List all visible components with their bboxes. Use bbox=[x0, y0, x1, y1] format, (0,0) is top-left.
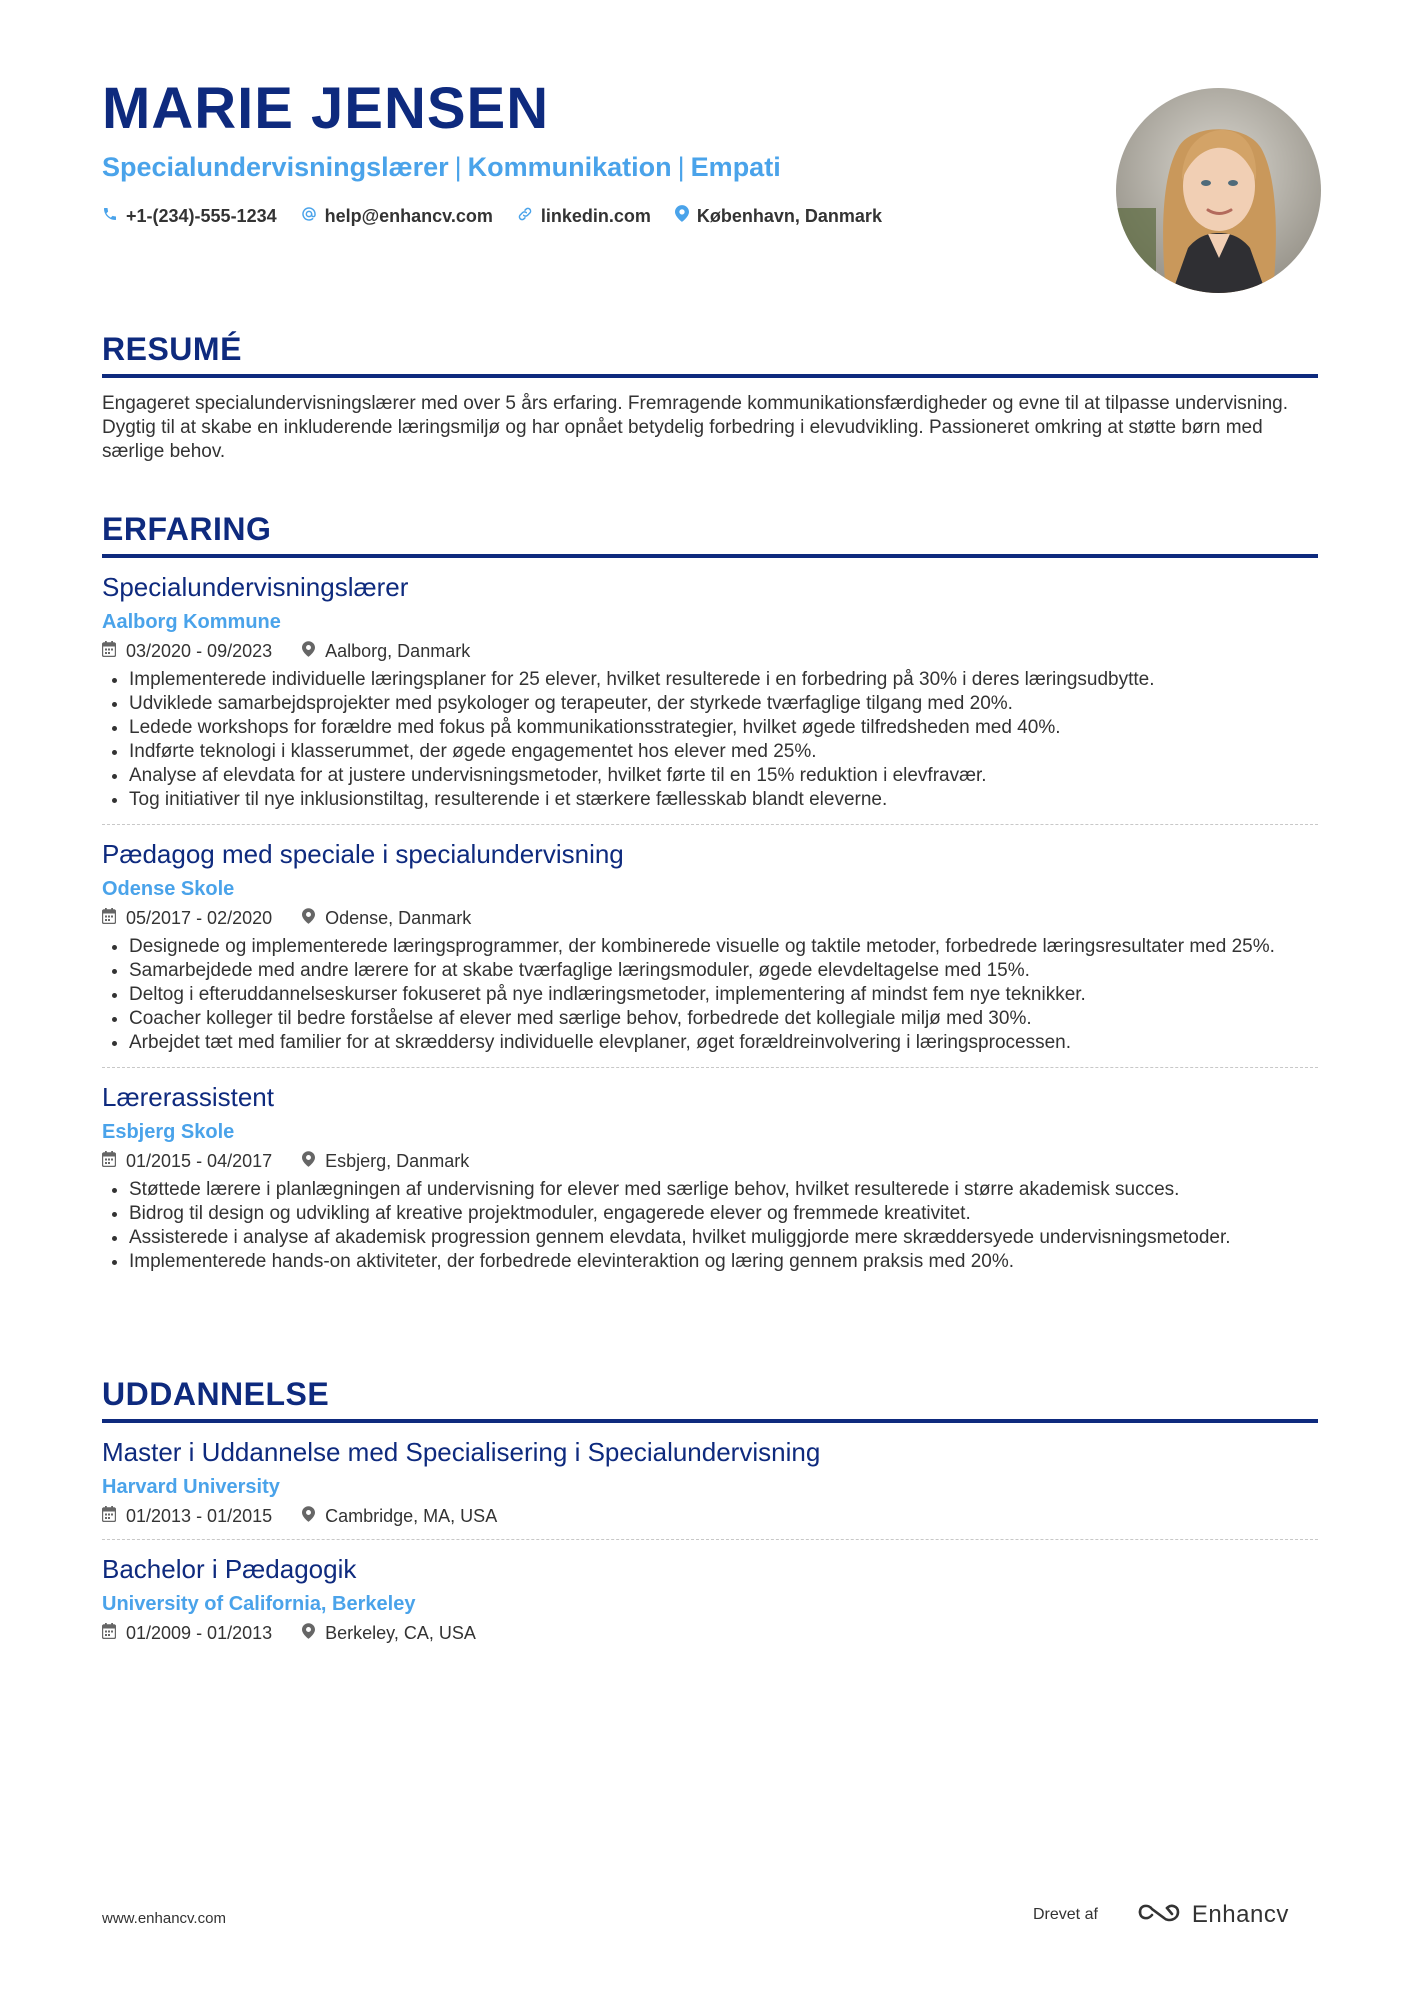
job-title: Lærerassistent bbox=[102, 1082, 274, 1113]
job-dates: 01/2015 - 04/2017 bbox=[126, 1151, 273, 1172]
list-item: • Ledede workshops for forældre med fokus på kommunikationsstrategier, hvilket øgede tilfredsheden med 40%. bbox=[129, 716, 1318, 740]
education-dates: 01/2009 - 01/2013 bbox=[126, 1623, 273, 1644]
map-pin-icon bbox=[302, 907, 325, 929]
list-item: • Arbejdet tæt med familier for at skræddersy individuelle elevplaner, øget forældreinvolvering i læringsprocessen. bbox=[129, 1031, 1318, 1055]
headline-part: Specialundervisningslærer bbox=[102, 152, 449, 182]
education-location: Berkeley, CA, USA bbox=[325, 1623, 476, 1644]
job-title: Specialundervisningslærer bbox=[102, 572, 409, 603]
section-title-summary: RESUMÉ bbox=[102, 330, 1318, 378]
experience-entry bbox=[102, 825, 1318, 1068]
list-item: • Samarbejdede med andre lærere for at skabe tværfaglige læringsmoduler, øgede elevdeltagelse med 15%. bbox=[129, 959, 1318, 983]
profile-photo bbox=[1116, 88, 1321, 293]
location-text: København, Danmark bbox=[696, 205, 882, 226]
education-location: Cambridge, MA, USA bbox=[325, 1506, 498, 1527]
list-item: • Støttede lærere i planlægningen af undervisning for elever med særlige behov, hvilket resulterede i større akademisk succes. bbox=[129, 1178, 1318, 1202]
link-icon bbox=[517, 206, 541, 227]
footer-website[interactable]: www.enhancv.com bbox=[102, 1910, 226, 1927]
list-item: • Analyse af elevdata for at justere undervisningsmetoder, hvilket førte til en 15% reduktion i elevfravær. bbox=[129, 764, 1318, 788]
degree-title: Master i Uddannelse med Specialisering i Specialundervisning bbox=[102, 1437, 821, 1468]
education-entry bbox=[102, 1540, 1318, 1644]
list-item: • Implementerede individuelle læringsplaner for 25 elever, hvilket resulterede i en forbedring på 30% i deres læringsudbytte. bbox=[129, 668, 1318, 692]
calendar-icon bbox=[102, 1505, 126, 1527]
contact-email[interactable] bbox=[301, 206, 493, 227]
calendar-icon bbox=[102, 640, 126, 662]
linkedin-link: linkedin.com bbox=[540, 205, 651, 226]
calendar-icon bbox=[102, 1622, 126, 1644]
footer-branding bbox=[1033, 1900, 1289, 1929]
enhancv-brand-name: Enhancv bbox=[1191, 1900, 1289, 1928]
calendar-icon bbox=[102, 1150, 126, 1172]
list-item: • Bidrog til design og udvikling af kreative projektmoduler, engagerede elever og fremmede kreativitet. bbox=[129, 1202, 1318, 1226]
job-meta bbox=[102, 640, 1318, 662]
phone-icon bbox=[102, 206, 126, 227]
section-title-experience: ERFARING bbox=[102, 510, 1318, 558]
contact-linkedin[interactable] bbox=[517, 206, 651, 227]
list-item: • Indførte teknologi i klasserummet, der øgede engagementet hos elever med 25%. bbox=[129, 740, 1318, 764]
headline-part: Empati bbox=[690, 152, 781, 182]
list-item: • Implementerede hands-on aktiviteter, der forbedrede elevinteraktion og læring gennem praksis med 20%. bbox=[129, 1250, 1318, 1274]
job-location: Aalborg, Danmark bbox=[325, 641, 471, 662]
degree-title: Bachelor i Pædagogik bbox=[102, 1554, 357, 1585]
education-section bbox=[102, 1375, 1318, 1644]
experience-entry bbox=[102, 1068, 1318, 1274]
list-item: • Deltog i efteruddannelseskurser fokuseret på nye indlæringsmetoder, implementering af mindst fem nye teknikker. bbox=[129, 983, 1318, 1007]
map-pin-icon bbox=[302, 1505, 325, 1527]
school-name: University of California, Berkeley bbox=[102, 1593, 416, 1616]
contact-location bbox=[675, 205, 882, 227]
summary-text: Engageret specialundervisningslærer med over 5 års erfaring. Fremragende kommunikationsfærdigheder og evne til at tilpasse undervisning. Dygtig til at skabe en inkluderende læringsmiljø og har opnået betydelig forbedring i elevudvikling. Passioneret omkring at støtte børn med særlige behov. bbox=[102, 393, 1289, 463]
experience-entry bbox=[102, 558, 1318, 825]
powered-by-text: Drevet af bbox=[1033, 1905, 1098, 1923]
job-bullets bbox=[102, 668, 1318, 812]
map-pin-icon bbox=[302, 1150, 325, 1172]
map-pin-icon bbox=[675, 205, 697, 227]
headline-separator: | bbox=[454, 152, 462, 182]
job-meta bbox=[102, 907, 1318, 929]
list-item: • Udviklede samarbejdsprojekter med psykologer og terapeuter, der styrkede tværfaglige tilgang med 20%. bbox=[129, 692, 1318, 716]
section-title-education: UDDANNELSE bbox=[102, 1375, 1318, 1423]
job-location: Odense, Danmark bbox=[325, 908, 472, 929]
company-name: Aalborg Kommune bbox=[102, 611, 281, 634]
enhancv-logo-icon bbox=[1136, 1900, 1182, 1929]
education-dates: 01/2013 - 01/2015 bbox=[126, 1506, 273, 1527]
headline-part: Kommunikation bbox=[467, 152, 672, 182]
school-name: Harvard University bbox=[102, 1476, 280, 1499]
job-title: Pædagog med speciale i specialundervisning bbox=[102, 839, 624, 870]
map-pin-icon bbox=[302, 640, 325, 662]
experience-section bbox=[102, 510, 1318, 1274]
job-bullets bbox=[102, 1178, 1318, 1274]
list-item: • Designede og implementerede læringsprogrammer, der kombinerede visuelle og taktile metoder, forbedrede læringsresultater med 25%. bbox=[129, 935, 1318, 959]
phone-number: +1-(234)-555-1234 bbox=[126, 205, 277, 226]
resume-header bbox=[102, 0, 1318, 300]
list-item: • Tog initiativer til nye inklusionstiltag, resulterende i et stærkere fællesskab blandt eleverne. bbox=[129, 788, 1318, 812]
education-entry bbox=[102, 1423, 1318, 1540]
candidate-name: MARIE JENSEN bbox=[102, 76, 550, 141]
company-name: Esbjerg Skole bbox=[102, 1121, 235, 1144]
contact-info bbox=[102, 205, 906, 227]
job-location: Esbjerg, Danmark bbox=[325, 1151, 470, 1172]
company-name: Odense Skole bbox=[102, 878, 235, 901]
job-dates: 05/2017 - 02/2020 bbox=[126, 908, 273, 929]
map-pin-icon bbox=[302, 1622, 325, 1644]
at-icon bbox=[301, 206, 325, 227]
list-item: • Assisterede i analyse af akademisk progression gennem elevdata, hvilket muliggjorde mere skræddersyede undervisningsmetoder. bbox=[129, 1226, 1318, 1250]
contact-phone[interactable] bbox=[102, 206, 277, 227]
job-dates: 03/2020 - 09/2023 bbox=[126, 641, 273, 662]
job-bullets bbox=[102, 935, 1318, 1055]
email-address: help@enhancv.com bbox=[324, 205, 493, 226]
headline bbox=[102, 152, 781, 183]
headline-separator: | bbox=[677, 152, 685, 182]
calendar-icon bbox=[102, 907, 126, 929]
education-meta bbox=[102, 1622, 1318, 1644]
list-item: • Coacher kolleger til bedre forståelse af elever med særlige behov, forbedrede det kollegiale miljø med 30%. bbox=[129, 1007, 1318, 1031]
education-meta bbox=[102, 1505, 1318, 1527]
job-meta bbox=[102, 1150, 1318, 1172]
summary-section bbox=[102, 330, 1318, 464]
